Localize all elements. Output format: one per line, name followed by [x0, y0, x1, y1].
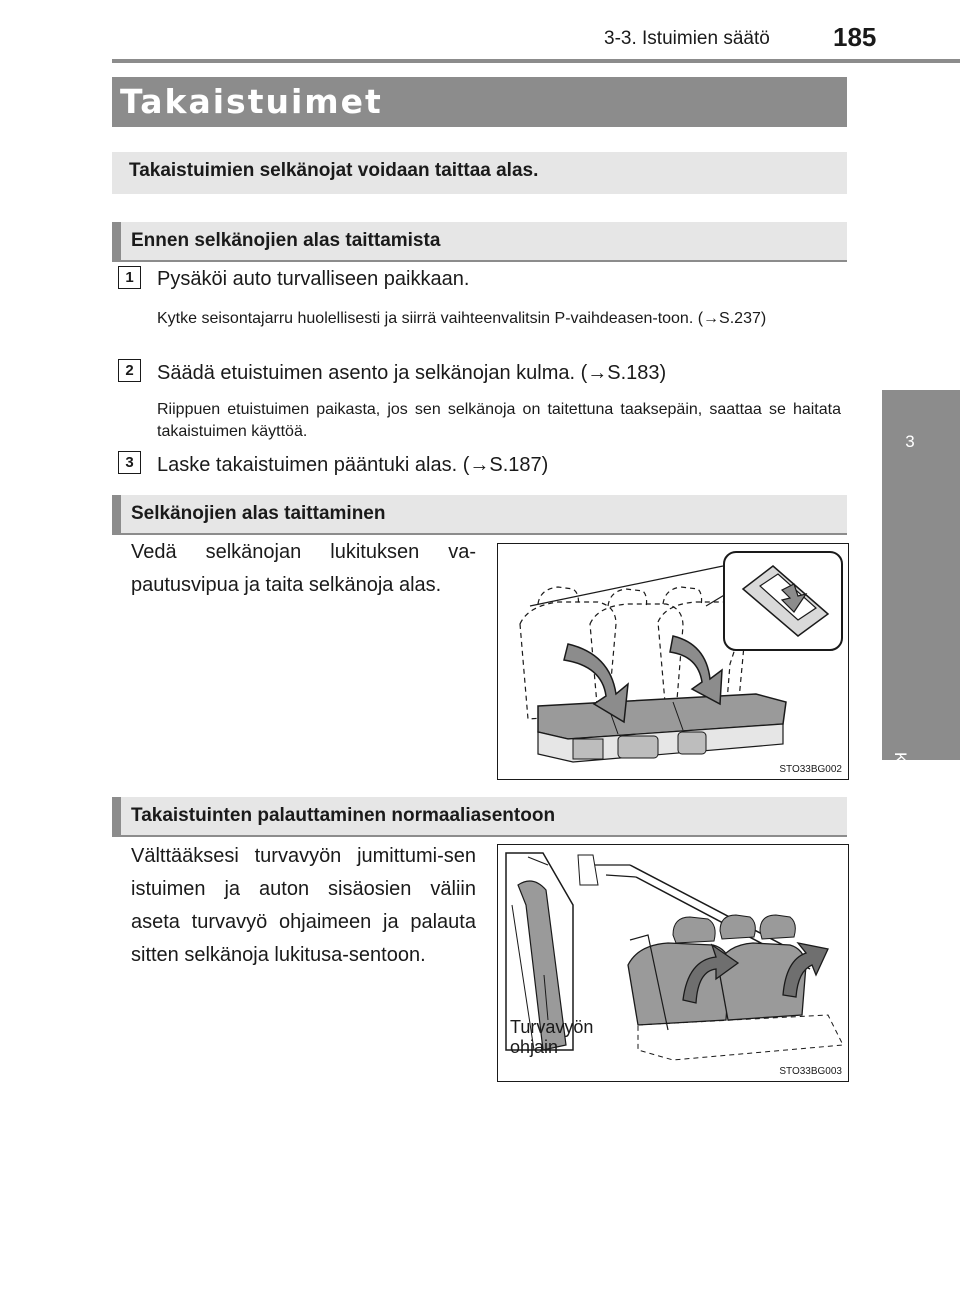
- step-note-1: Kytke seisontajarru huolellisesti ja siirrä vaihteenvalitsin P-vaihdeasen-toon. (→S.237): [157, 310, 767, 327]
- section-heading-bar: [112, 222, 121, 260]
- chapter-label: Kunkin komponentin toiminta: [891, 752, 910, 971]
- step-number-1: 1: [118, 266, 141, 289]
- header-rule: [112, 59, 960, 63]
- figure-code: STO33BG002: [779, 764, 842, 775]
- section-header: 3-3. Istuimien säätö: [604, 28, 770, 49]
- section-heading-bar: [112, 495, 121, 533]
- step-number-2: 2: [118, 359, 141, 382]
- chapter-number: 3: [905, 432, 915, 451]
- section-heading-before: Ennen selkänojien alas taittamista: [131, 230, 441, 251]
- fold-instructions: Vedä selkänojan lukituksen va-pautusvipua ja taita selkänoja alas.: [131, 541, 476, 596]
- step-text-1: Pysäköi auto turvalliseen paikkaan.: [157, 268, 470, 290]
- figure-fold-seatback: [497, 543, 849, 780]
- section-heading-return: Takaistuinten palauttaminen normaaliasentoon: [131, 805, 556, 826]
- figure-label-line2: ohjain: [510, 1037, 559, 1057]
- step-text-2: Säädä etuistuimen asento ja selkänojan kulma. (→S.183): [157, 362, 667, 384]
- return-instructions: Välttääksesi turvavyön jumittumi-sen istuimen ja auton sisäosien väliin aseta turvavyö ohjaimeen ja palauta sitten selkänoja lukitusa-sentoon.: [131, 845, 476, 966]
- step-number-3: 3: [118, 451, 141, 474]
- intro-text: Takaistuimien selkänojat voidaan taittaa alas.: [129, 160, 539, 181]
- section-heading-bar: [112, 797, 121, 835]
- figure-seatbelt-guide: [497, 844, 849, 1082]
- page-number: 185: [833, 22, 877, 52]
- step-note-2: Riippuen etuistuimen paikasta, jos sen selkänoja on taitettuna taaksepäin, saattaa se haitata takaistuimen käyttöä.: [157, 401, 841, 440]
- figure-label-line1: Turvavyön: [510, 1017, 594, 1037]
- section-heading-fold: Selkänojien alas taittaminen: [131, 503, 386, 524]
- seat-fold-illustration: [498, 544, 848, 779]
- page-title: Takaistuimet: [120, 82, 383, 121]
- step-text-3: Laske takaistuimen pääntuki alas. (→S.187): [157, 454, 549, 476]
- figure-code: STO33BG003: [779, 1066, 842, 1077]
